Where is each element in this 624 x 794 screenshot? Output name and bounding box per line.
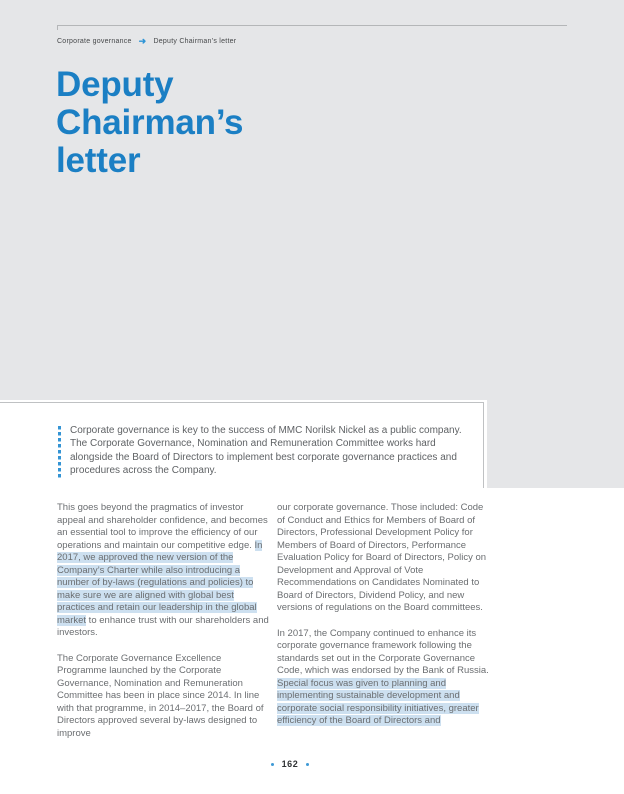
quote-line: Corporate governance is key to the success of MMC Norilsk Nickel as a public company. [70,425,462,436]
page-number: 162 [281,759,299,769]
column-left [57,502,273,753]
header-rule-tick [57,25,58,30]
highlighted-text: Special focus was given to planning and implementing sustainable development and corporate social responsibility initiatives, greater efficiency of the Board of Directors and [277,677,479,726]
paragraph: our corporate governance. Those included: Code of Conduct and Ethics for Members of Board of Directors, Professional Development Policy for Members of Board of Directors, Performance Evaluation Policy for Board of Directors, Policy on Development and Approval of Vote Recommendations on Candidates Nominated to Board of Directors, Dividend Policy, and new versions of regulations on the Board committees. [277,502,487,613]
lead-quote [58,424,462,479]
quote-line: The Corporate Governance, Nomination and Remuneration Committee works hard [70,438,436,450]
page-title-line: letter [56,141,141,180]
page-footer [0,759,580,769]
paragraph-text: In 2017, the Company continued to enhance its corporate governance framework following the standards set out in the Corporate Governance Code, which was endorsed by the Bank of Russia. [277,627,489,676]
breadcrumb-section[interactable]: Corporate governance [57,38,132,45]
paragraph: The Corporate Governance Excellence Programme launched by the Corporate Governance, Nomination and Remuneration Committee has been in place since 2014. In line with that programme, in 2014–2017, the Board of Directors approved several by-laws designed to improve [57,652,264,739]
footer-dot-left [271,763,274,766]
paragraph [277,628,493,728]
highlighted-text: In 2017, we approved the new version of the Company’s Charter while also introducing a number of by-laws (regulations and policies) to make sure we are aligned with global best practices and retain our leadership in the global market [57,539,263,626]
quote-line: procedures across the Company. [70,465,217,477]
paragraph [57,502,273,640]
page-title [56,66,243,180]
quote-dash-rule [58,426,61,479]
page-title-line: Deputy [56,65,174,104]
breadcrumb [57,37,236,46]
paragraph-text: to enhance trust with our shareholders and investors. [57,614,269,638]
quote-line: alongside the Board of Directors to implement best corporate governance practices and [70,451,457,463]
footer-dot-right [306,763,309,766]
column-right [277,502,493,741]
header-rule [57,25,567,26]
breadcrumb-current[interactable]: Deputy Chairman’s letter [153,38,237,45]
lead-quote-text [70,424,462,479]
paragraph-text: This goes beyond the pragmatics of investor appeal and shareholder confidence, and becomes an essential tool to improve the efficiency of our operations and maintain our competitive edge. [57,502,268,551]
arrow-right-icon: ➜ [138,36,147,46]
page-title-line: Chairman’s [56,103,244,142]
